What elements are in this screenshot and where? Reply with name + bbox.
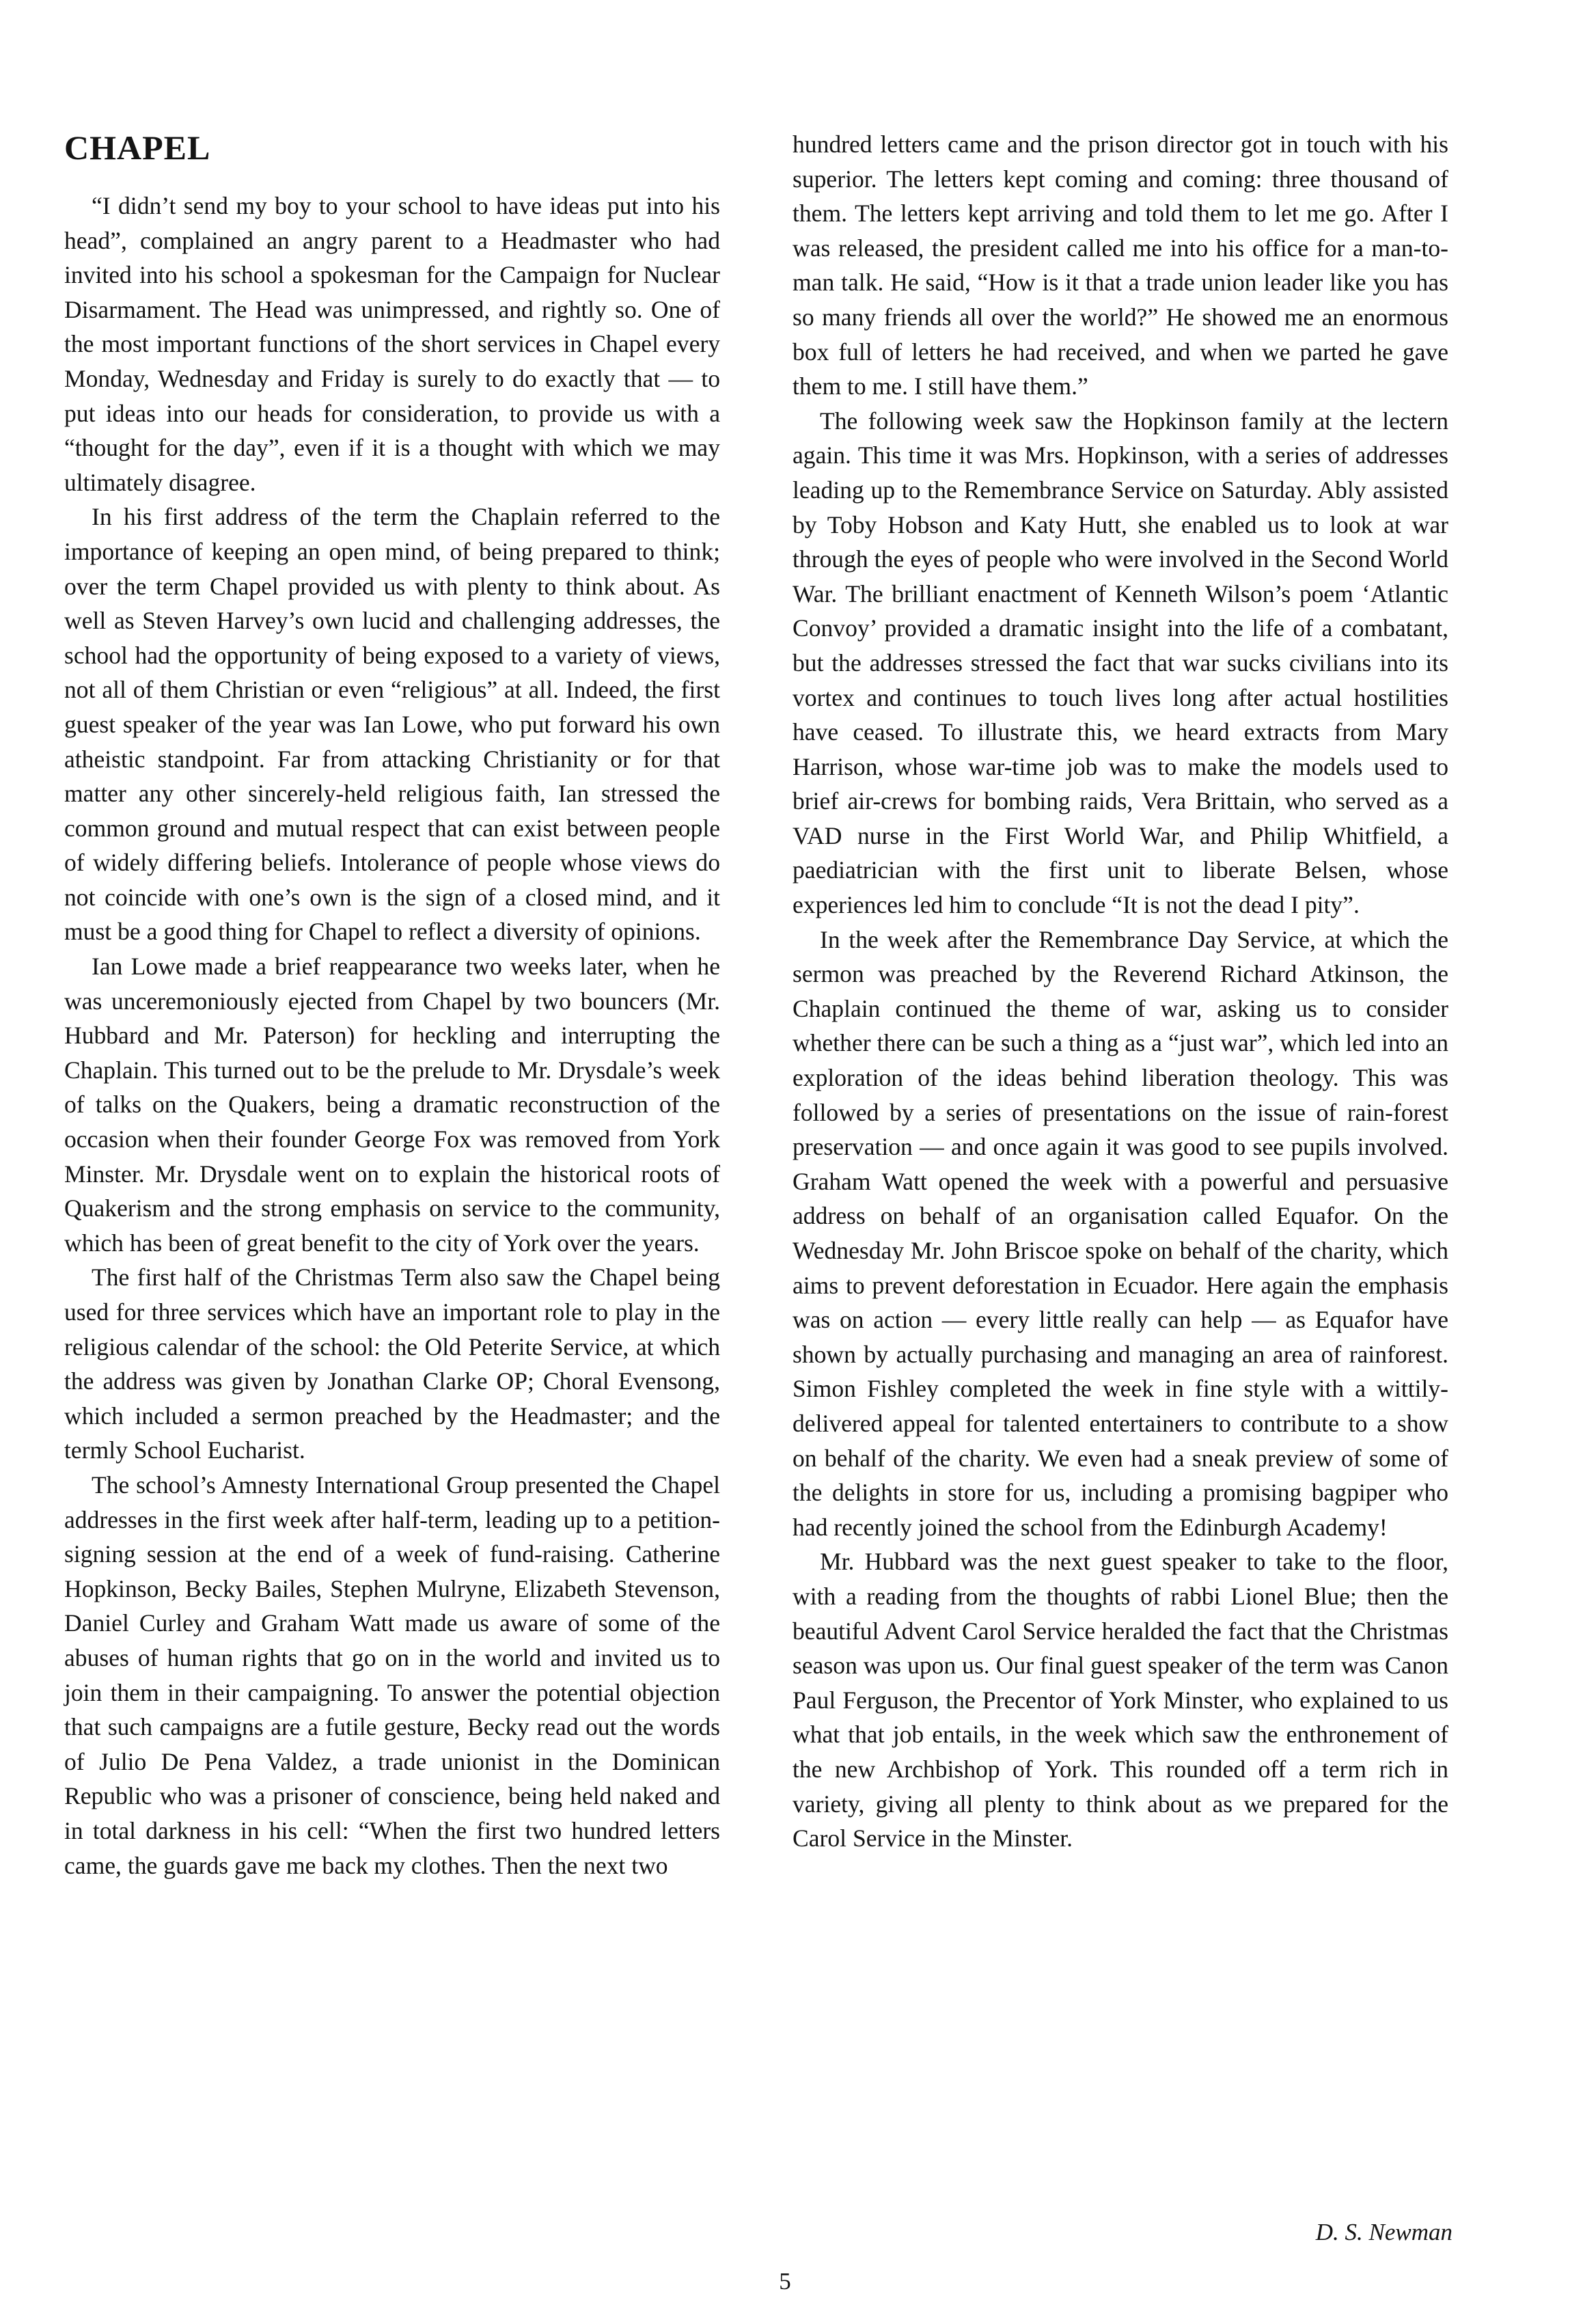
paragraph: In the week after the Remembrance Day Service, at which the sermon was preached by the Reverend Richard Atkinson, the Chaplain continued the theme of war, asking us to consider whether there can be such a thing as a “just war”, which led into an exploration of the ideas behind liberation theology. This was followed by a series of presentations on the issue of rain-forest preservation — and once again it was good to see pupils involved. Graham Watt opened the week with a powerful and persuasive address on behalf of an organisation called Equafor. On the Wednesday Mr. John Briscoe spoke on behalf of the charity, which aims to prevent deforestation in Ecuador. Here again the emphasis was on action — every little really can help — as Equafor have shown by actually purchasing and managing an area of rainforest. Simon Fishley completed the week in fine style with a wittily-delivered appeal for talented entertainers to contribute to a show on behalf of the charity. We even had a sneak preview of some of the delights in store for us, including a promising bagpiper who had recently joined the school from the Edinburgh Academy! xyxy=(793,925,1448,1541)
paragraph: The following week saw the Hopkinson family at the lectern again. This time it was Mrs. Hopkinson, with a series of addresses leading up to the Remembrance Service on Saturday. Ably assisted by Toby Hobson and Katy Hutt, she enabled us to look at war through the eyes of people who were involved in the Second World War. The brilliant enactment of Kenneth Wilson’s poem ‘Atlantic Convoy’ provided a dramatic insight into the life of a combatant, but the addresses stressed the fact that war sucks civilians into its vortex and continues to touch lives long after actual hostilities have ceased. To illustrate this, we heard extracts from Mary Harrison, whose war-time job was to make the models used to brief air-crews for bombing raids, Vera Brittain, who served as a VAD nurse in the First World War, and Philip Whitfield, a paediatrician with the first unit to liberate Belsen, whose experiences led him to conclude “It is not the dead I pity”. xyxy=(793,407,1448,919)
paragraph: Ian Lowe made a brief reappearance two weeks later, when he was unceremoniously ejected from Chapel by two bouncers (Mr. Hubbard and Mr. Paterson) for heckling and interrupting the Chaplain. This turned out to be the prelude to Mr. Drysdale’s week of talks on the Quakers, being a dramatic reconstruction of the occasion when their founder George Fox was removed from York Minster. Mr. Drysdale went on to explain the historical roots of Quakerism and the strong emphasis on service to the community, which has been of great benefit to the city of York over the years. xyxy=(64,953,720,1257)
left-column xyxy=(64,127,720,1883)
page-number: 5 xyxy=(779,2268,791,2295)
right-column xyxy=(793,127,1448,1856)
paragraph-continuation: hundred letters came and the prison director got in touch with his superior. The letters kept coming and coming: three thousand of them. The letters kept arriving and told them to let me go. After I was released, the president called me into his office for a man-to-man talk. He said, “How is it that a trade union leader like you has so many friends all over the world?” He showed me an enormous box full of letters he had received, and when we parted he gave them to me. I still have them.” xyxy=(793,131,1448,400)
paragraph: Mr. Hubbard was the next guest speaker to take to the floor, with a reading from the thoughts of rabbi Lionel Blue; then the beautiful Advent Carol Service heralded the fact that the Christmas season was upon us. Our final guest speaker of the term was Canon Paul Ferguson, the Precentor of York Minster, who explained to us what that job entails, in the week which saw the enthronement of the new Archbishop of York. This rounded off a term rich in variety, giving all plenty to think about as we prepared for the Carol Service in the Minster. xyxy=(793,1548,1448,1853)
paragraph: In his first address of the term the Chaplain referred to the importance of keeping an open mind, of being prepared to think; over the term Chapel provided us with plenty to think about. As well as Steven Harvey’s own lucid and challenging addresses, the school had the opportunity of being exposed to a variety of views, not all of them Christian or even “religious” at all. Indeed, the first guest speaker of the year was Ian Lowe, who put forward his own atheistic standpoint. Far from attacking Christianity or for that matter any other sincerely-held religious faith, Ian stressed the common ground and mutual respect that can exist between people of widely differing beliefs. Intolerance of people whose views do not coincide with one’s own is the sign of a closed mind, and it must be a good thing for Chapel to reflect a diversity of opinions. xyxy=(64,503,720,946)
paragraph: The first half of the Christmas Term also saw the Chapel being used for three services which have an important role to play in the religious calendar of the school: the Old Peterite Service, at which the address was given by Jonathan Clarke OP; Choral Evensong, which included a sermon preached by the Headmaster; and the termly School Eucharist. xyxy=(64,1263,720,1464)
author-signature: D. S. Newman xyxy=(1315,2219,1452,2245)
article-title: CHAPEL xyxy=(64,128,211,167)
paragraph: “I didn’t send my boy to your school to have ideas put into his head”, complained an angry parent to a Headmaster who had invited into his school a spokesman for the Campaign for Nuclear Disarmament. The Head was unimpressed, and rightly so. One of the most important functions of the short services in Chapel every Monday, Wednesday and Friday is surely to do exactly that — to put ideas into our heads for consideration, to provide us with a “thought for the day”, even if it is a thought with which we may ultimately disagree. xyxy=(64,192,720,496)
paragraph: The school’s Amnesty International Group presented the Chapel addresses in the first week after half-term, leading up to a petition-signing session at the end of a week of fund-raising. Catherine Hopkinson, Becky Bailes, Stephen Mulryne, Elizabeth Stevenson, Daniel Curley and Graham Watt made us aware of some of the abuses of human rights that go on in the world and invited us to join them in their campaigning. To answer the potential objection that such campaigns are a futile gesture, Becky read out the words of Julio De Pena Valdez, a trade unionist in the Dominican Republic who was a prisoner of conscience, being held naked and in total darkness in his cell: “When the first two hundred letters came, the guards gave me back my clothes. Then the next two xyxy=(64,1471,720,1879)
